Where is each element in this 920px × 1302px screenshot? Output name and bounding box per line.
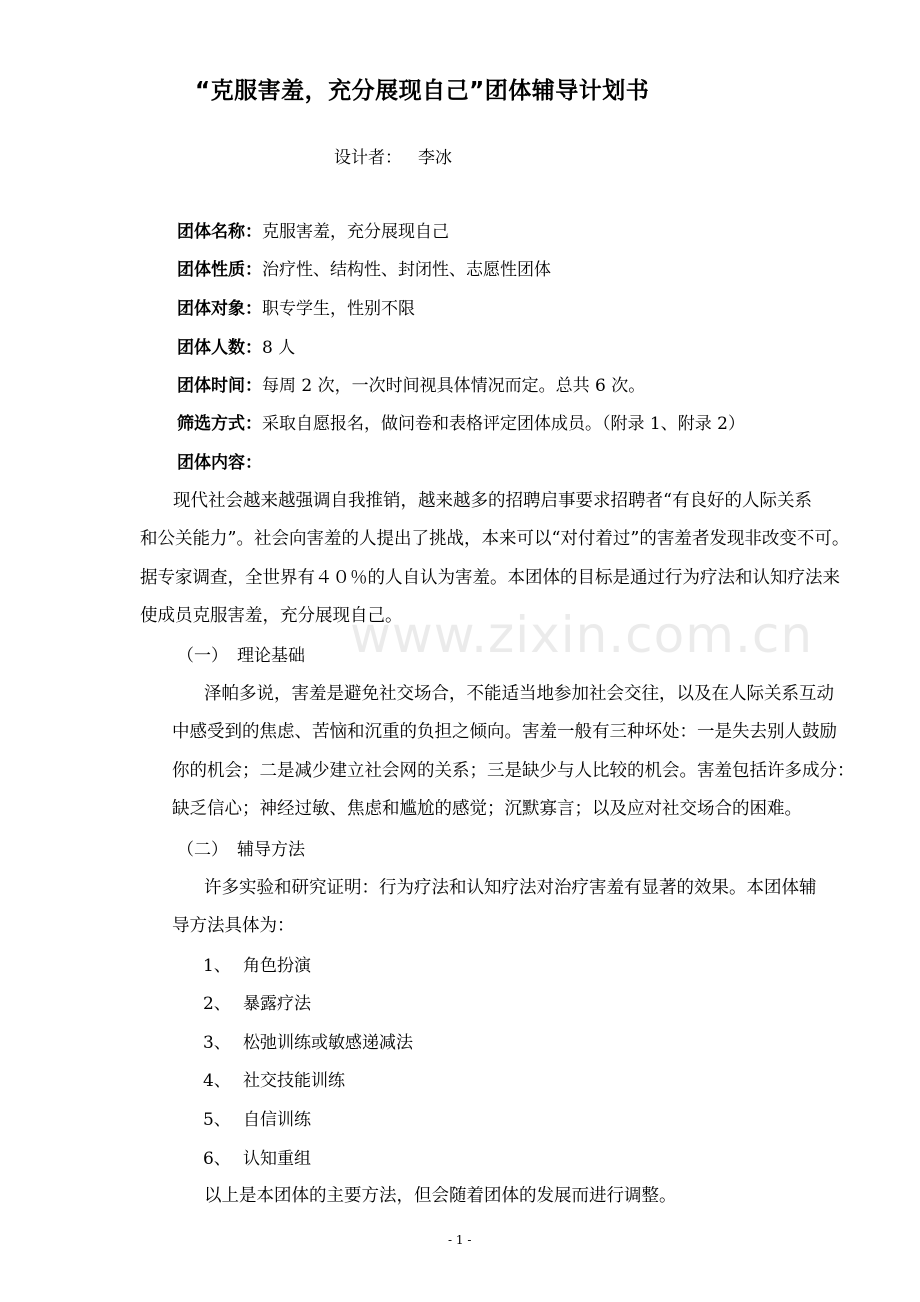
intro-line: 据专家调查，全世界有４０％的人自认为害羞。本团体的目标是通过行为疗法和认知疗法来 bbox=[140, 568, 840, 588]
field-value: 治疗性、结构性、封闭性、志愿性团体 bbox=[262, 260, 551, 280]
field-group-time bbox=[177, 378, 645, 395]
field-label: 团体对象： bbox=[177, 299, 262, 319]
field-value: 每周 2 次，一次时间视具体情况而定。总共 6 次。 bbox=[262, 376, 646, 396]
method-item bbox=[203, 996, 311, 1013]
section-title: 理论基础 bbox=[237, 646, 305, 666]
method-item bbox=[203, 958, 311, 975]
method-text: 松弛训练或敏感递减法 bbox=[243, 1033, 413, 1053]
field-label: 团体性质： bbox=[177, 260, 262, 280]
paragraph-line: 缺乏信心；神经过敏、焦虑和尴尬的感觉；沉默寡言；以及应对社交场合的困难。 bbox=[172, 799, 802, 819]
paragraph-line: 许多实验和研究证明：行为疗法和认知疗法对治疗害羞有显著的效果。本团体辅 bbox=[204, 878, 817, 898]
method-text: 自信训练 bbox=[243, 1110, 311, 1130]
field-selection-method bbox=[177, 416, 745, 433]
method-text: 暴露疗法 bbox=[243, 994, 311, 1014]
closing-line: 以上是本团体的主要方法，但会随着团体的发展而进行调整。 bbox=[204, 1186, 677, 1206]
method-index: 5、 bbox=[203, 1110, 231, 1130]
field-value: 克服害羞，充分展现自己 bbox=[262, 222, 449, 242]
field-group-name bbox=[177, 224, 449, 241]
field-label: 团体时间： bbox=[177, 376, 262, 396]
section-number: （二） bbox=[177, 840, 228, 860]
field-value: 采取自愿报名，做问卷和表格评定团体成员。（附录 1、附录 2） bbox=[262, 414, 745, 434]
method-item bbox=[203, 1035, 413, 1052]
section-title: 辅导方法 bbox=[237, 840, 305, 860]
field-group-target bbox=[177, 301, 415, 318]
method-item bbox=[203, 1112, 311, 1129]
method-index: 4、 bbox=[203, 1071, 231, 1091]
paragraph-line: 导方法具体为： bbox=[172, 916, 295, 936]
method-text: 角色扮演 bbox=[243, 956, 311, 976]
method-text: 认知重组 bbox=[243, 1149, 311, 1169]
section-heading-methods bbox=[177, 842, 305, 859]
method-item bbox=[203, 1073, 345, 1090]
watermark: www.zixin.com.cn bbox=[350, 606, 814, 664]
paragraph-line: 中感受到的焦虑、苦恼和沉重的负担之倾向。害羞一般有三种坏处：一是失去别人鼓励 bbox=[172, 722, 837, 742]
intro-line: 现代社会越来越强调自我推销，越来越多的招聘启事要求招聘者“有良好的人际关系 bbox=[173, 491, 812, 511]
paragraph-line: 泽帕多说，害羞是避免社交场合，不能适当地参加社会交往，以及在人际关系互动 bbox=[204, 684, 834, 704]
method-index: 6、 bbox=[203, 1149, 231, 1169]
field-group-content bbox=[177, 455, 262, 472]
field-label: 团体名称： bbox=[177, 222, 262, 242]
field-group-size bbox=[177, 340, 295, 357]
method-item bbox=[203, 1151, 311, 1168]
method-text: 社交技能训练 bbox=[243, 1071, 345, 1091]
section-number: （一） bbox=[177, 646, 228, 666]
intro-line: 使成员克服害羞，充分展现自己。 bbox=[140, 606, 403, 626]
field-label: 团体内容： bbox=[177, 453, 262, 473]
designer-line bbox=[334, 150, 452, 167]
designer-label: 设计者： bbox=[334, 148, 402, 168]
section-heading-theory bbox=[177, 648, 305, 665]
field-group-nature bbox=[177, 262, 551, 279]
method-index: 3、 bbox=[203, 1033, 231, 1053]
document-title: “克服害羞，充分展现自己”团体辅导计划书 bbox=[195, 78, 650, 104]
method-index: 1、 bbox=[203, 956, 231, 976]
paragraph-line: 你的机会；二是减少建立社会网的关系；三是缺少与人比较的机会。害羞包括许多成分： bbox=[172, 761, 855, 781]
designer-name: 李冰 bbox=[418, 148, 452, 168]
method-index: 2、 bbox=[203, 994, 231, 1014]
field-label: 团体人数： bbox=[177, 338, 262, 358]
intro-line: 和公关能力”。社会向害羞的人提出了挑战，本来可以“对付着过”的害羞者发现非改变不可。 bbox=[140, 529, 850, 549]
page-number: - 1 - bbox=[448, 1233, 472, 1247]
field-value: 职专学生，性别不限 bbox=[262, 299, 415, 319]
field-label: 筛选方式： bbox=[177, 414, 262, 434]
field-value: 8 人 bbox=[262, 338, 296, 358]
